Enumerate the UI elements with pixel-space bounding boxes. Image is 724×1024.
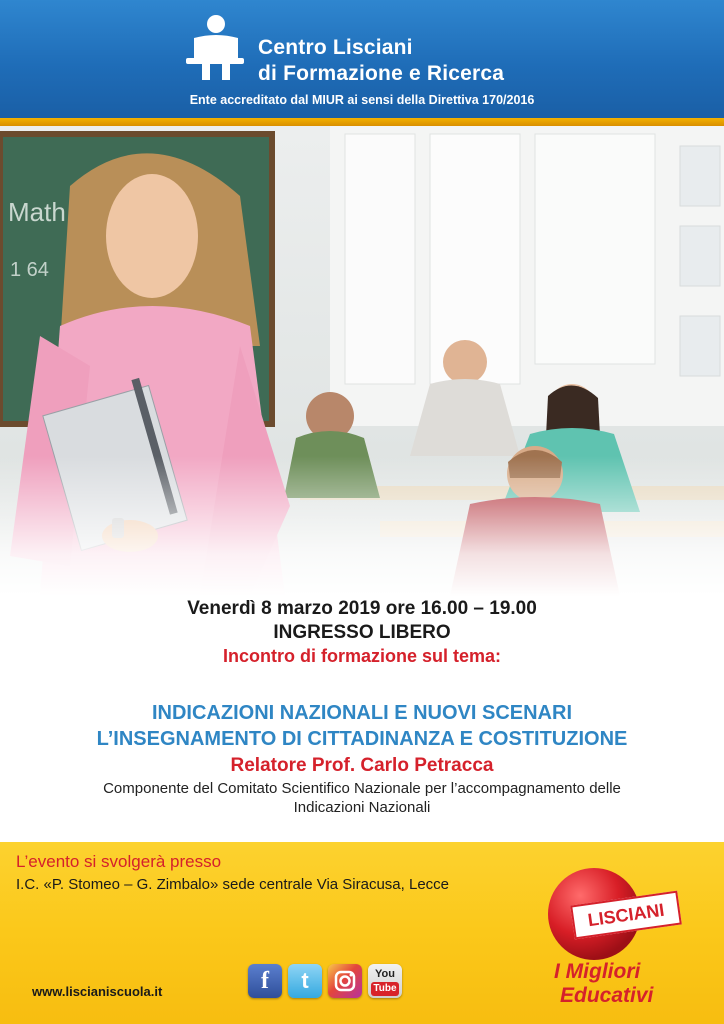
location-intro: L’evento si svolgerà presso [16, 852, 222, 871]
footer-banner [0, 842, 724, 1024]
speaker-name: Relatore Prof. Carlo Petracca [230, 755, 494, 776]
youtube-icon[interactable] [368, 964, 402, 998]
tagline-line1: I Migliori [554, 960, 641, 983]
event-title-line1: INDICAZIONI NAZIONALI E NUOVI SCENARI [151, 702, 572, 724]
header-gold-strip [0, 118, 724, 126]
event-title-line2: L’INSEGNAMENTO DI CITTADINANZA E COSTITUZIONE [96, 728, 628, 750]
facebook-icon[interactable]: f [248, 964, 282, 998]
website-link[interactable]: www.liscianiscuola.it [32, 984, 163, 999]
location-address: I.C. «P. Stomeo – G. Zimbalo» sede centrale Via Siracusa, Lecce [16, 876, 450, 893]
event-date: Venerdì 8 marzo 2019 ore 16.00 – 19.00 [187, 598, 537, 619]
social-icons [248, 964, 408, 1000]
chalkboard-numbers: 1 64 [10, 259, 49, 281]
entry-info: INGRESSO LIBERO [273, 622, 451, 643]
tagline-line2: Educativi [560, 984, 654, 1007]
header-banner [0, 0, 724, 118]
lisciani-logo-icon [186, 14, 244, 82]
twitter-icon[interactable]: t [288, 964, 322, 998]
event-intro: Incontro di formazione sul tema: [222, 646, 502, 666]
chalkboard-text: Math [8, 197, 66, 227]
youtube-you: You [375, 968, 395, 980]
speaker-role-line1: Componente del Comitato Scientifico Nazionale per l’accompagnamento delle [103, 780, 621, 797]
org-name-line1: Centro Lisciani [258, 36, 413, 59]
lisciani-brand: LISCIANI [570, 891, 682, 940]
classroom-photo [0, 126, 724, 596]
org-name-line2: di Formazione e Ricerca [258, 62, 505, 85]
speaker-role-line2: Indicazioni Nazionali [293, 799, 431, 816]
photo-fade [0, 456, 724, 596]
instagram-icon[interactable] [328, 964, 362, 998]
accreditation-text: Ente accreditato dal MIUR ai sensi della Direttiva 170/2016 [189, 93, 535, 107]
youtube-tube: Tube [373, 983, 397, 994]
